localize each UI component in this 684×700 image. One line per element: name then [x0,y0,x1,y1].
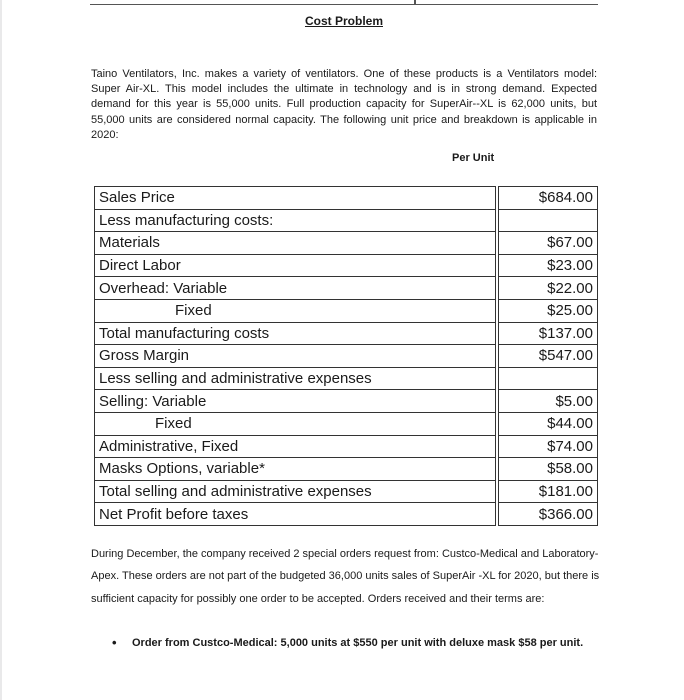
row-value: $23.00 [499,254,598,277]
row-label: Fixed [95,412,496,435]
row-label: Selling: Variable [95,390,496,413]
bullet-text: Order from Custco-Medical: 5,000 units at $550 per unit with deluxe mask $58 per unit. [132,637,584,649]
table-row [95,299,598,322]
per-unit-header: Per Unit [452,152,495,164]
row-label: Net Profit before taxes [95,503,496,526]
row-label: Total manufacturing costs [95,322,496,345]
table-row [95,390,598,413]
row-label: Administrative, Fixed [95,435,496,458]
row-value: $181.00 [499,480,598,503]
table-row [95,435,598,458]
row-value: $44.00 [499,412,598,435]
row-label: Less manufacturing costs: [95,209,496,232]
table-row [95,209,598,232]
intro-paragraph: Taino Ventilators, Inc. makes a variety of ventilators. One of these products is a Ventilators model: Super Air-XL. This model includes the ultimate in technology and is in strong demand. Expected demand for this year is 55,000 units. Full production capacity for SuperAir--XL is 62,000 units, but 55,000 units are considered normal capacity. The following unit price and breakdown is applicable in 2020: [91,68,597,141]
table-row [95,480,598,503]
top-rule-tick [414,0,416,5]
top-rule-divider [90,4,598,5]
table-row [95,322,598,345]
row-value: $684.00 [499,187,598,210]
table-row [95,412,598,435]
row-value: $74.00 [499,435,598,458]
row-value: $25.00 [499,299,598,322]
bullet-icon: • [112,635,117,650]
row-value: $137.00 [499,322,598,345]
table-row [95,458,598,481]
cost-breakdown-table [94,186,598,526]
page-title: Cost Problem [304,14,383,28]
row-value: $547.00 [499,345,598,368]
row-label: Direct Labor [95,254,496,277]
row-label: Fixed [95,299,496,322]
row-value: $366.00 [499,503,598,526]
table-row [95,367,598,390]
table-row [95,254,598,277]
row-value [499,209,598,232]
row-label: Gross Margin [95,345,496,368]
row-label: Sales Price [95,187,496,210]
table-row [95,187,598,210]
document-page [2,0,684,700]
row-label: Materials [95,232,496,255]
table-row [95,232,598,255]
row-value: $58.00 [499,458,598,481]
special-orders-paragraph: During December, the company received 2 special orders request from: Custco-Medical and Laboratory-Apex. These orders are not part of the budgeted 36,000 units sales of SuperAir -XL for 2020, but there is sufficient capacity for possibly one order to be accepted. Orders received and their terms are: [91,548,600,605]
row-value: $5.00 [499,390,598,413]
row-label: Masks Options, variable* [95,458,496,481]
row-value: $67.00 [499,232,598,255]
table-row [95,345,598,368]
row-value [499,367,598,390]
row-label: Total selling and administrative expenses [95,480,496,503]
table-row [95,277,598,300]
row-label: Less selling and administrative expenses [95,367,496,390]
row-value: $22.00 [499,277,598,300]
list-item [112,632,592,654]
row-label: Overhead: Variable [95,277,496,300]
table-row [95,503,598,526]
